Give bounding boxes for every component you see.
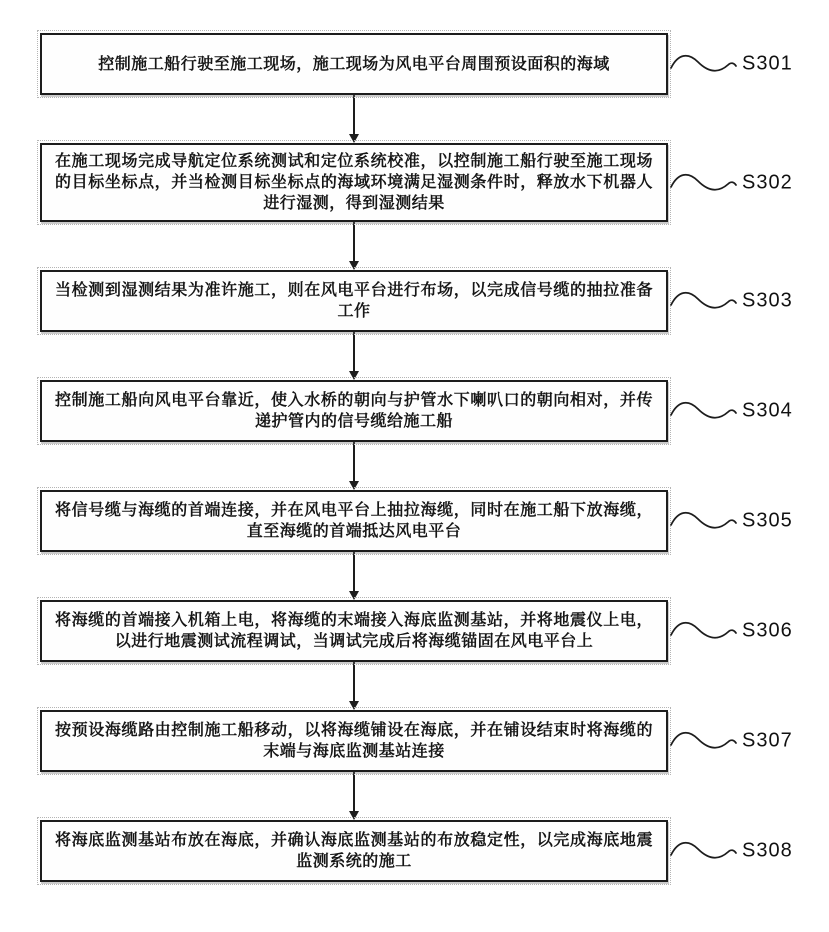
- connector-squiggle-icon: [670, 48, 738, 80]
- connector-squiggle-icon: [670, 615, 738, 647]
- arrow-shaft: [353, 552, 355, 591]
- down-arrow: [40, 332, 668, 380]
- step-text: 控制施工船向风电平台靠近，使入水桥的朝向与护管水下喇叭口的朝向相对，并传递护管内的信号缆给施工船: [55, 392, 653, 430]
- step-text: 当检测到湿测结果为准许施工，则在风电平台进行布场，以完成信号缆的抽拉准备工作: [55, 282, 653, 320]
- down-arrow: [40, 95, 668, 143]
- step-text: 将信号缆与海缆的首端连接，并在风电平台上抽拉海缆，同时在施工船下放海缆，直至海缆的首端抵达风电平台: [55, 502, 653, 540]
- flow-step-s303: [40, 270, 793, 332]
- flow-step-s304: [40, 380, 793, 442]
- arrow-shaft: [353, 95, 355, 134]
- arrow-shaft: [353, 442, 355, 481]
- connector-squiggle-icon: [670, 725, 738, 757]
- connector-squiggle-icon: [670, 285, 738, 317]
- arrow-shaft: [353, 222, 355, 261]
- connector-squiggle-icon: [670, 835, 738, 867]
- process-box-s306: [40, 600, 668, 662]
- step-label: S302: [742, 171, 793, 193]
- flowchart-column: [40, 33, 793, 882]
- arrow-head-icon: [349, 481, 359, 490]
- down-arrow: [40, 552, 668, 600]
- arrow-head-icon: [349, 371, 359, 380]
- step-text: 在施工现场完成导航定位系统测试和定位系统校准，以控制施工船行驶至施工现场的目标坐标点，并当检测目标坐标点的海域环境满足湿测条件时，释放水下机器人进行湿测，得到湿测结果: [55, 153, 653, 212]
- process-box-s307: [40, 710, 668, 772]
- step-label: S301: [742, 52, 793, 75]
- step-label: S307: [742, 729, 793, 752]
- step-text: 将海缆的首端接入机箱上电，将海缆的末端接入海底监测基站，并将地震仪上电，以进行地震测试流程调试，当调试完成后将海缆锚固在风电平台上: [55, 612, 653, 650]
- step-label: S303: [742, 289, 793, 312]
- flow-step-s302: [40, 143, 793, 222]
- step-label: S308: [742, 839, 793, 862]
- down-arrow: [40, 772, 668, 820]
- arrow-head-icon: [349, 261, 359, 270]
- process-box-s305: [40, 490, 668, 552]
- arrow-head-icon: [349, 811, 359, 820]
- connector-squiggle-icon: [670, 395, 738, 427]
- connector-squiggle-icon: [670, 505, 738, 537]
- step-label: S304: [742, 399, 793, 422]
- arrow-shaft: [353, 662, 355, 701]
- down-arrow: [40, 442, 668, 490]
- down-arrow: [40, 662, 668, 710]
- step-text: 将海底监测基站布放在海底，并确认海底监测基站的布放稳定性，以完成海底地震监测系统的施工: [55, 832, 653, 870]
- arrow-head-icon: [349, 591, 359, 600]
- step-label: S305: [742, 509, 793, 532]
- flow-step-s305: [40, 490, 793, 552]
- flow-step-s308: [40, 820, 793, 882]
- process-box-s308: [40, 820, 668, 882]
- connector-squiggle-icon: [670, 167, 738, 199]
- flow-step-s301: [40, 33, 793, 95]
- process-box-s304: [40, 380, 668, 442]
- step-text: 控制施工船行驶至施工现场，施工现场为风电平台周围预设面积的海域: [98, 55, 610, 73]
- process-box-s302: [40, 143, 668, 222]
- step-label: S306: [742, 619, 793, 642]
- step-text: 按预设海缆路由控制施工船移动，以将海缆铺设在海底，并在铺设结束时将海缆的末端与海底监测基站连接: [55, 722, 653, 760]
- arrow-head-icon: [349, 701, 359, 710]
- process-box-s301: [40, 33, 668, 95]
- arrow-head-icon: [349, 134, 359, 143]
- flow-step-s307: [40, 710, 793, 772]
- flow-step-s306: [40, 600, 793, 662]
- arrow-shaft: [353, 332, 355, 371]
- process-box-s303: [40, 270, 668, 332]
- arrow-shaft: [353, 772, 355, 811]
- down-arrow: [40, 222, 668, 270]
